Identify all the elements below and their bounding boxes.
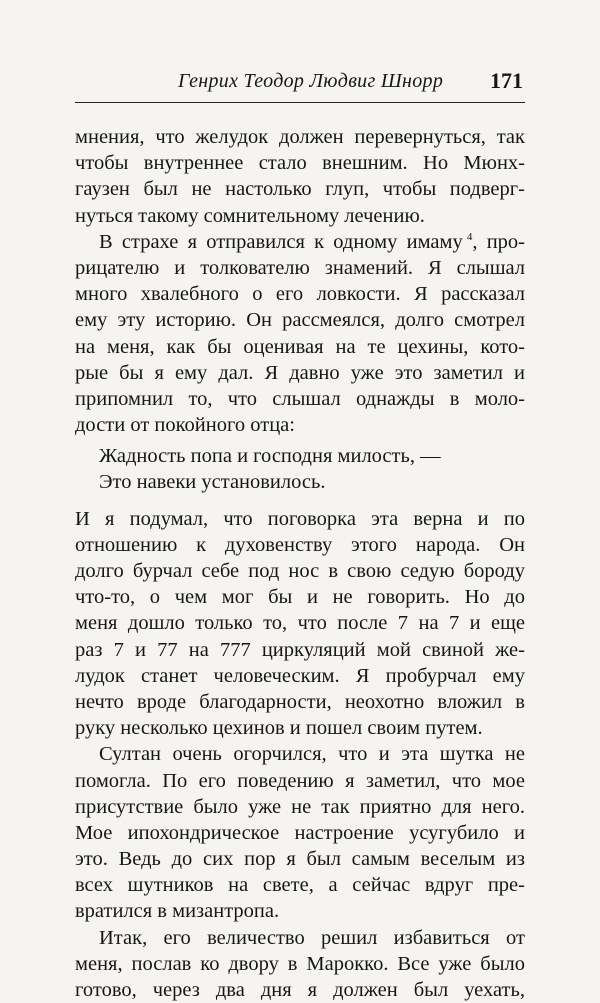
text-line: руку несколько цехинов и пошел своим путем. <box>75 717 483 740</box>
footnote-marker: 4 <box>466 230 473 243</box>
page-number: 171 <box>490 68 523 93</box>
text-line: чтобы внутреннее стало внешним. Но Мюнх- <box>75 152 525 175</box>
paragraph-1 <box>75 124 525 229</box>
text-line: рицателю и толкователю знамений. Я слышал <box>75 256 525 279</box>
page-body <box>75 124 525 1003</box>
text-line: нечто вроде благодарности, неохотно вложил в <box>75 690 525 713</box>
page-header <box>75 68 525 103</box>
paragraph-5 <box>75 925 525 1003</box>
text-line: помогла. По его поведению я заметил, что мое <box>75 769 525 792</box>
text-line: припомнил то, что слышал однажды в моло- <box>75 387 525 410</box>
text-line: ему эту историю. Он рассмеялся, долго смотрел <box>75 309 525 332</box>
text-line: нуться такому сомнительному лечению. <box>75 204 425 227</box>
paragraph-3 <box>75 506 525 742</box>
text-line: всех шутников на свете, а сейчас вдруг пре- <box>75 874 525 897</box>
text-line: много хвалебного о его ловкости. Я рассказал <box>75 283 525 306</box>
text-span: , про- <box>472 230 525 253</box>
verse-quote <box>75 443 525 495</box>
paragraph-4 <box>75 741 525 924</box>
text-span: В страхе я отправился к одному имаму <box>99 230 463 253</box>
text-line: долго бурчал себе под нос в свою седую бороду <box>75 560 525 582</box>
text-line: на меня, как бы оценивая на те цехины, кото- <box>75 335 525 358</box>
verse-line: Это навеки установилось. <box>99 471 326 494</box>
text-line <box>75 229 525 255</box>
text-line: это. Ведь до сих пор я был самым веселым из <box>75 848 525 871</box>
text-line: что-то, о чем мог бы и не говорить. Но до <box>75 586 525 609</box>
text-line: меня, послав ко двору в Марокко. Все уже было <box>75 952 525 975</box>
text-line: мнения, что желудок должен перевернуться, так <box>75 126 525 148</box>
text-line: вратился в мизантропа. <box>75 900 280 923</box>
text-line: Султан очень огорчился, что и эта шутка не <box>99 743 525 766</box>
text-line: И я подумал, что поговорка эта верна и по <box>75 507 525 530</box>
text-line: рые бы я ему дал. Я давно уже это заметил и <box>75 361 525 384</box>
running-head: Генрих Теодор Людвиг Шнорр <box>178 70 444 92</box>
text-line: отношению к духовенству этого народа. Он <box>75 533 525 556</box>
paragraph-2 <box>75 229 525 439</box>
text-line: меня дошло только то, что после 7 на 7 и еще <box>75 612 525 635</box>
text-line: Мое ипохондрическое настроение усугубило и <box>75 821 525 844</box>
text-line: лудок станет человеческим. Я пробурчал ему <box>75 664 525 687</box>
text-line: гаузен был не настолько глуп, чтобы подверг- <box>75 178 525 201</box>
text-line: присутствие было уже не так приятно для него. <box>75 795 525 818</box>
text-line: раз 7 и 77 на 777 циркуляций мой свиной же- <box>75 638 525 661</box>
verse-line: Жадность попа и господня милость, — <box>99 445 441 468</box>
text-line: дости от покойного отца: <box>75 414 295 437</box>
text-line: готово, через два дня я должен был уехать, <box>75 979 525 1001</box>
text-line: Итак, его величество решил избавиться от <box>99 926 525 949</box>
